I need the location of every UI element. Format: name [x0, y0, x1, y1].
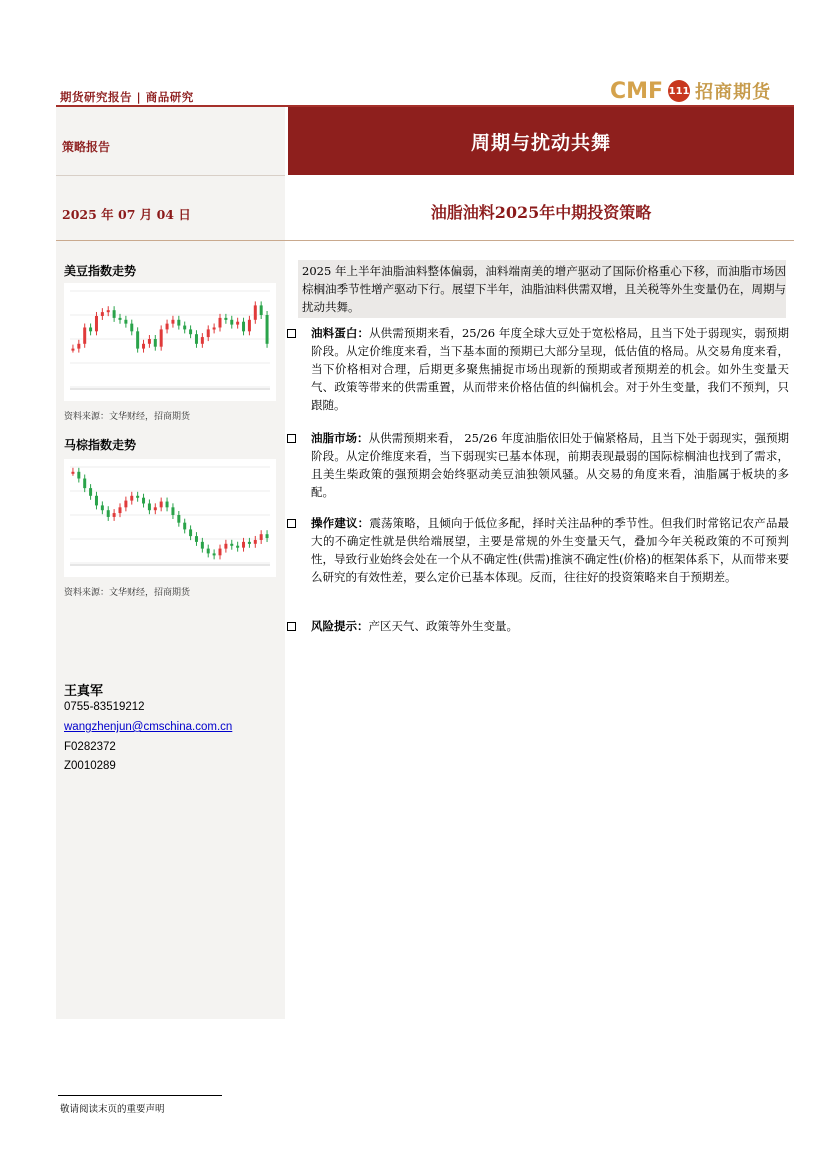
- candle-body: [71, 349, 74, 351]
- checkbox-bullet-icon: [287, 329, 296, 338]
- author-phone: 0755-83519212: [64, 701, 145, 713]
- footer-divider: [58, 1095, 222, 1096]
- bullet-risk: [287, 617, 789, 635]
- candle-body: [224, 318, 227, 320]
- candle-body: [160, 502, 163, 508]
- chart-soybean: [64, 283, 276, 401]
- candle-body: [177, 320, 180, 326]
- candle-body: [136, 496, 139, 498]
- candle-body: [83, 327, 86, 343]
- candle-body: [160, 329, 163, 346]
- candle-body: [101, 505, 104, 510]
- footer-disclaimer: 敬请阅读末页的重要声明: [60, 1104, 165, 1115]
- candle-body: [213, 553, 216, 555]
- candle-body: [207, 329, 210, 337]
- candle-body: [83, 479, 86, 489]
- candle-body: [148, 503, 151, 510]
- chart-soybean-svg: [64, 283, 276, 401]
- candle-body: [113, 310, 116, 318]
- candle-body: [195, 334, 198, 344]
- candle-body: [166, 324, 169, 330]
- document-title: 油脂油料2025年中期投资策略: [430, 203, 652, 222]
- candle-body: [266, 534, 269, 538]
- candle-body: [95, 316, 98, 331]
- report-category: 期货研究报告 | 商品研究: [60, 90, 194, 104]
- logo-badge-icon: 111: [668, 80, 690, 102]
- author-license-z: Z0010289: [64, 760, 116, 772]
- candle-body: [260, 305, 263, 315]
- candle-body: [189, 329, 192, 334]
- bullet-oilseed: [287, 324, 789, 414]
- candle-body: [136, 331, 139, 348]
- candle-body: [113, 513, 116, 517]
- candle-body: [130, 496, 133, 501]
- candle-body: [183, 326, 186, 330]
- chart-source-palm: 资料来源：文华财经，招商期货: [64, 588, 191, 598]
- bullet-text: 震荡策略，且倾向于低位多配，择时关注品种的季节性。但我们时常铭记农产品最大的不确定性就是供给端展望，主要是常规的外生变量天气，叠加今年关税政策的不可预判性，导致行业始终会处在一个从不确定性(供需)推演不确定性(价格)的框架体系下，从而带来要么研究的有效性差，要么定价已基本体现。反而，往往好的投资策略来自于预期差。: [311, 516, 789, 584]
- author-license-f: F0282372: [64, 741, 116, 753]
- summary-box: 2025 年上半年油脂油料整体偏弱，油料端南美的增产驱动了国际价格重心下移，而油脂市场因棕榈油季节性增产驱动下行。展望下半年，油脂油料供需双增，且关税等外生变量仍在，周期与扰动共舞。: [298, 260, 786, 318]
- candle-body: [124, 320, 127, 324]
- chart-source-soybean: 资料来源：文华财经，招商期货: [64, 412, 191, 422]
- candle-body: [89, 488, 92, 496]
- candle-body: [213, 327, 216, 329]
- author-name: 王真军: [64, 684, 104, 699]
- bullet-label: 操作建议：: [311, 516, 370, 530]
- bullet-oils: [287, 429, 789, 501]
- candle-body: [124, 501, 127, 508]
- candle-body: [230, 544, 233, 546]
- candle-body: [71, 472, 74, 474]
- candle-body: [77, 472, 80, 479]
- candle-body: [148, 339, 151, 344]
- bullet-label: 油脂市场：: [311, 431, 369, 445]
- candle-body: [248, 542, 251, 544]
- checkbox-bullet-icon: [287, 519, 296, 528]
- candle-body: [254, 305, 257, 319]
- candle-body: [260, 534, 263, 540]
- candle-body: [236, 546, 239, 548]
- candle-body: [219, 549, 222, 556]
- candle-body: [224, 544, 227, 549]
- candle-body: [242, 542, 245, 548]
- candle-body: [95, 496, 98, 506]
- bullet-text: 从供需预期来看，25/26 年度全球大豆处于宽松格局，且当下处于弱现实，弱预期阶段。从定价维度来看，当下基本面的预期已大部分呈现，低估值的格局。从交易角度来看，当下价格相对合理，后期更多聚焦捕捉市场出现新的预期或者预期差的机会。如外生变量天气、政策等带来的供需重置，从而带来价格估值的纠偏机会。对于外生变量，我们不预判，只跟随。: [311, 326, 790, 412]
- candle-body: [219, 318, 222, 328]
- chart-title-palm: 马棕指数走势: [64, 438, 137, 452]
- title-divider: [56, 240, 794, 241]
- candle-body: [130, 324, 133, 332]
- bullet-text: 产区天气、政策等外生变量。: [368, 619, 518, 633]
- candle-body: [119, 507, 122, 513]
- bullet-strategy: [287, 514, 789, 586]
- company-logo: [610, 78, 771, 104]
- candle-body: [177, 515, 180, 523]
- logo-text-cn: 招商期货: [695, 82, 772, 103]
- title-banner: [288, 107, 794, 175]
- banner-title: 周期与扰动共舞: [470, 131, 611, 154]
- candle-body: [101, 312, 104, 316]
- chart-palm-svg: [64, 459, 276, 577]
- chart-title-soybean: 美豆指数走势: [64, 264, 137, 278]
- candle-body: [171, 320, 174, 324]
- checkbox-bullet-icon: [287, 434, 296, 443]
- candle-body: [107, 510, 110, 517]
- candle-body: [154, 339, 157, 347]
- candle-body: [242, 322, 245, 332]
- candle-body: [189, 529, 192, 536]
- candle-body: [107, 310, 110, 312]
- candle-body: [77, 344, 80, 349]
- candle-body: [89, 327, 92, 331]
- bullet-label: 风险提示：: [311, 619, 369, 633]
- candle-body: [119, 318, 122, 320]
- candle-body: [171, 507, 174, 515]
- bullet-label: 油料蛋白：: [311, 326, 370, 340]
- candle-body: [142, 344, 145, 349]
- candle-body: [266, 315, 269, 344]
- logo-text-en: CMF: [610, 78, 664, 104]
- candle-body: [166, 502, 169, 508]
- candle-body: [142, 498, 145, 504]
- author-email-link[interactable]: wangzhenjun@cmschina.com.cn: [64, 721, 233, 733]
- candle-body: [236, 322, 239, 325]
- candle-body: [207, 549, 210, 554]
- chart-palm: [64, 459, 276, 577]
- candle-body: [183, 523, 186, 530]
- candle-body: [254, 540, 257, 544]
- sidebar-divider: [56, 175, 285, 176]
- bullet-text: 从供需预期来看， 25/26 年度油脂依旧处于偏紧格局，且当下处于弱现实，强预期阶段。从定价维度来看，当下弱现实已基本体现，前期表现最弱的国际棕榈油也找到了需求，且美生柴政策的强预期会始终驱动美豆油独领风骚。从交易的角度来看，油脂属于板块的多配。: [311, 431, 790, 499]
- candle-body: [230, 320, 233, 325]
- report-date: 2025 年 07 月 04 日: [62, 207, 191, 222]
- candle-body: [201, 337, 204, 344]
- candle-body: [154, 507, 157, 510]
- candle-body: [195, 536, 198, 542]
- candle-body: [201, 542, 204, 549]
- candle-body: [248, 320, 251, 332]
- checkbox-bullet-icon: [287, 622, 296, 631]
- report-type: 策略报告: [62, 140, 111, 154]
